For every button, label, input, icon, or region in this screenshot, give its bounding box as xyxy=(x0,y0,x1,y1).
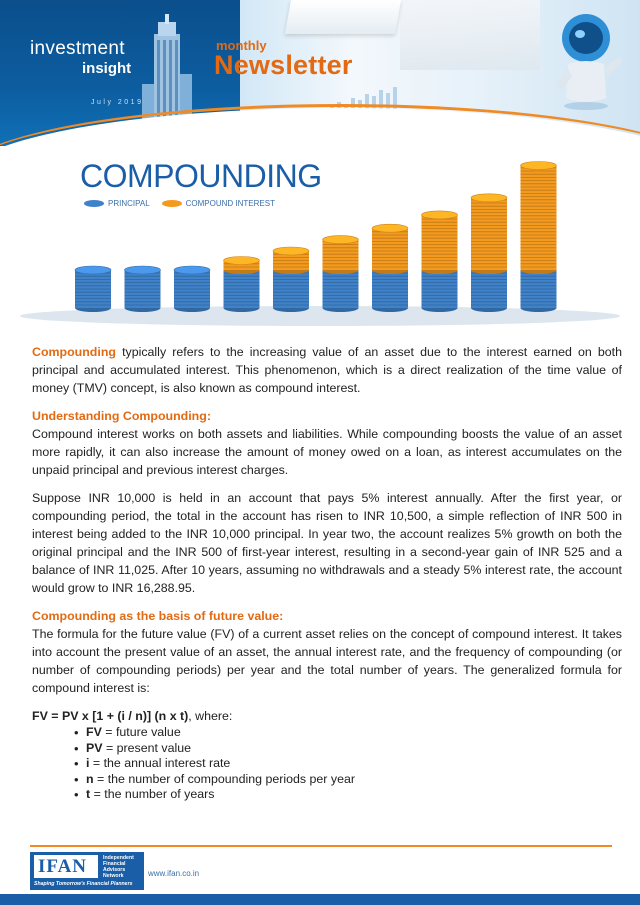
hero-legend xyxy=(84,199,287,208)
footer-divider xyxy=(30,845,612,847)
coin-top xyxy=(471,194,507,202)
brand-line-2: insight xyxy=(82,60,132,77)
principal-segment xyxy=(323,270,359,312)
term: FV xyxy=(86,725,102,739)
intro-lead: Compounding xyxy=(32,345,116,359)
coin-top xyxy=(521,162,557,170)
principal-segment xyxy=(174,270,210,312)
principal-segment xyxy=(372,270,408,312)
definition: = the number of compounding periods per year xyxy=(93,771,355,786)
brand-line-1: investment xyxy=(30,38,125,59)
coin-top xyxy=(323,236,359,244)
interest-segment xyxy=(471,198,507,274)
coin-stack xyxy=(273,247,309,312)
legend-principal-label: PRINCIPAL xyxy=(108,199,150,208)
coin-top xyxy=(75,266,111,274)
coin-stack xyxy=(75,266,111,312)
principal-segment xyxy=(125,270,161,312)
principal-segment xyxy=(521,270,557,312)
coin-stack xyxy=(372,224,408,312)
ifan-logo xyxy=(30,852,144,890)
paragraph-example: Suppose INR 10,000 is held in an account that pays 5% interest annually. After the first year, or compounding period, the total in the account has risen to INR 10,500, a simple reflection of INR 500 in interest being added to the INR 10,000 principal. In year two, the account realizes 5% growth on both the original principal and the INR 500 of first-year interest, resulting in a second-year gain of INR 525 and a balance of INR 11,025. After 10 years, assuming no withdrawals and a steady 5% interest rate, the account would grow to INR 16,288.95. xyxy=(32,491,622,595)
formula-suffix: , where: xyxy=(188,709,233,723)
website-link[interactable]: www.ifan.co.in xyxy=(148,869,200,878)
formula: FV = PV x [1 + (i / n)] (n x t) xyxy=(32,709,189,723)
coin-stack xyxy=(422,211,458,312)
coin-stack xyxy=(224,257,260,313)
principal-coin-icon xyxy=(84,200,104,207)
logo-text: IFAN xyxy=(38,856,88,877)
robot-mascot-icon xyxy=(546,6,624,112)
term: i xyxy=(86,756,90,770)
list-item xyxy=(74,741,622,757)
legend-principal xyxy=(84,199,150,208)
principal-segment xyxy=(224,270,260,312)
term: PV xyxy=(86,740,103,755)
coin-stack xyxy=(323,236,359,312)
heading-understanding: Understanding Compounding: xyxy=(32,409,211,423)
coin-stack xyxy=(174,266,210,312)
legend-interest xyxy=(162,199,275,208)
definition: = the number of years xyxy=(90,787,215,801)
legend-interest-label: COMPOUND INTEREST xyxy=(185,199,275,208)
article-body xyxy=(32,343,622,803)
coin-stack xyxy=(521,162,557,313)
coin-top xyxy=(273,247,309,255)
interest-segment xyxy=(372,228,408,274)
coin-stack xyxy=(471,194,507,312)
interest-segment xyxy=(323,240,359,274)
definition: = the annual interest rate xyxy=(89,756,231,770)
interest-coin-icon xyxy=(162,200,182,207)
definition: = future value xyxy=(101,725,181,739)
list-item xyxy=(74,756,622,772)
footer-band xyxy=(0,894,640,905)
heading-future-value: Compounding as the basis of future value: xyxy=(32,609,284,623)
intro-paragraph xyxy=(32,343,622,397)
newsletter-title: Newsletter xyxy=(214,50,353,80)
logo-tagline: Shaping Tomorrow's Financial Planners xyxy=(34,881,133,887)
term: n xyxy=(86,771,94,786)
newsletter-kicker: monthly xyxy=(216,38,267,53)
logo-subtitle: Independent Financial Advisors Network xyxy=(103,855,134,879)
list-item xyxy=(74,787,622,803)
coin-stack xyxy=(125,266,161,312)
term: t xyxy=(86,787,91,801)
formula-line xyxy=(32,707,622,725)
background-paper-graphic xyxy=(285,0,401,34)
list-item xyxy=(74,725,622,741)
hero-title: COMPOUNDING xyxy=(80,158,322,194)
principal-segment xyxy=(273,270,309,312)
definition: = present value xyxy=(102,740,192,755)
principal-segment xyxy=(422,270,458,312)
intro-text: typically refers to the increasing value of an asset due to the interest earned on both principal and accumulated interest. This phenomenon, which is a direct realization of the time value of money (TMV) concept, is also known as compound interest. xyxy=(32,345,622,395)
principal-segment xyxy=(75,270,111,312)
coin-top xyxy=(174,266,210,274)
paragraph-assets-liabilities: Compound interest works on both assets and liabilities. While compounding boosts the value of an asset more rapidly, it can also increase the amount of money owed on a loan, as interest accumulates on the unpaid principal and previous interest charges. xyxy=(32,427,622,477)
masthead xyxy=(0,0,640,146)
coin-top xyxy=(125,266,161,274)
background-document-graphic xyxy=(400,0,540,70)
coin-top xyxy=(224,257,260,265)
principal-segment xyxy=(471,270,507,312)
list-item xyxy=(74,772,622,788)
interest-segment xyxy=(521,166,557,275)
issue-date: July 2019 xyxy=(91,99,144,106)
coin-top xyxy=(422,211,458,219)
definitions-list xyxy=(74,725,622,803)
interest-segment xyxy=(422,215,458,274)
coin-top xyxy=(372,224,408,232)
paragraph-formula-intro: The formula for the future value (FV) of a current asset relies on the concept of compound interest. It takes into account the present value of an asset, the annual interest rate, and the frequency of compounding (or number of compounding periods) per year and the total number of years. The generalized formula for compound interest is: xyxy=(32,627,622,695)
